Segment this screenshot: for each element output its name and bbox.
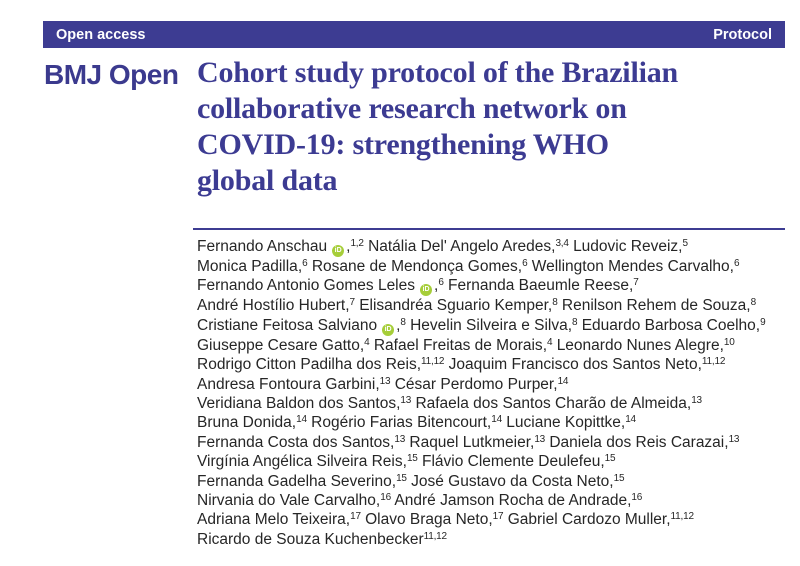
author-name: Gabriel Cardozo Muller xyxy=(507,511,667,529)
article-title-line: global data xyxy=(197,164,338,197)
author-affiliation-superscript: 15 xyxy=(604,453,616,465)
author-name: Fernanda Gadelha Severino xyxy=(197,472,392,490)
author-name: Nirvania do Vale Carvalho xyxy=(197,492,376,510)
author-affiliation-superscript: 11,12 xyxy=(421,356,445,368)
author-line: Adriana Melo Teixeira,$^{17}$ Olavo Braga Neto,$^{17}$ Gabriel Cardozo Muller,$^{11,12}$ xyxy=(197,511,694,529)
author-line: Fernando Anschau iD ,$^{1,2}$ Natália Del' Angelo Aredes,$^{3,4}$ Ludovic Reveiz,$^5$ xyxy=(197,238,688,255)
author-name: Virgínia Angélica Silveira Reis xyxy=(197,453,403,471)
author-affiliation-superscript: 14 xyxy=(491,414,502,426)
author-affiliation-superscript: 16 xyxy=(380,492,391,504)
author-affiliation-superscript: 16 xyxy=(631,492,643,504)
author-affiliation-superscript: 13 xyxy=(691,395,702,407)
orcid-icon[interactable]: iD xyxy=(382,324,394,336)
author-name: Fernanda Baeumle Reese xyxy=(448,277,629,295)
author-line: Bruna Donida,$^{14}$ Rogério Farias Bitencourt,$^{14}$ Luciane Kopittke,$^{14}$ xyxy=(197,414,636,432)
author-affiliation-superscript: 5 xyxy=(682,238,688,249)
protocol-label: Protocol xyxy=(713,26,772,43)
author-name: Rosane de Mendonça Gomes xyxy=(311,258,518,275)
author-name: Raquel Lutkmeier xyxy=(409,433,530,451)
author-name: Wellington Mendes Carvalho xyxy=(531,258,730,275)
author-line: Monica Padilla,$^6$ Rosane de Mendonça Gomes,$^6$ Wellington Mendes Carvalho,$^6$ xyxy=(197,258,740,275)
author-name: Adriana Melo Teixeira xyxy=(197,511,346,529)
author-line: Nirvania do Vale Carvalho,$^{16}$ André Jamson Rocha de Andrade,$^{16}$ xyxy=(197,492,643,510)
author-affiliation-superscript: 14 xyxy=(625,414,636,426)
author-affiliation-superscript: 13 xyxy=(728,433,740,445)
author-affiliation-superscript: 13 xyxy=(394,433,406,445)
author-name: César Perdomo Purper xyxy=(394,375,554,393)
author-name: Eduardo Barbosa Coelho xyxy=(581,316,756,334)
author-affiliation-superscript: 15 xyxy=(396,472,407,484)
author-affiliation-superscript: 1,2 xyxy=(350,238,364,249)
author-affiliation-superscript: 7 xyxy=(349,297,355,309)
author-name: Cristiane Feitosa Salviano xyxy=(197,316,378,334)
author-name: Veridiana Baldon dos Santos xyxy=(197,395,397,413)
author-affiliation-superscript: 15 xyxy=(406,453,418,465)
author-affiliation-superscript: 8 xyxy=(552,297,558,309)
author-affiliation-superscript: 6 xyxy=(733,258,740,269)
author-line: Veridiana Baldon dos Santos,$^{13}$ Rafaela dos Santos Charão de Almeida,$^{13}$ xyxy=(197,395,702,413)
author-affiliation-superscript: 4 xyxy=(364,336,370,348)
author-line: André Hostílio Hubert,$^7$ Elisandréa Sguario Kemper,$^8$ Renilson Rehem de Souza,$^8$ xyxy=(197,297,756,315)
author-name: Fernanda Costa dos Santos xyxy=(197,433,391,451)
author-line xyxy=(197,530,785,549)
author-name: Elisandréa Sguario Kemper xyxy=(359,297,548,315)
author-section-divider xyxy=(193,228,785,230)
author-affiliation-superscript: 7 xyxy=(633,277,639,289)
author-name: Leonardo Nunes Alegre xyxy=(556,336,720,354)
author-affiliation-superscript: 10 xyxy=(723,336,735,348)
author-affiliation-superscript: 6 xyxy=(302,258,308,269)
article-title-line: Cohort study protocol of the Brazilian xyxy=(197,56,678,89)
author-name: Joaquim Francisco dos Santos Neto xyxy=(448,356,698,374)
author-name: Hevelin Silveira e Silva xyxy=(410,316,568,334)
author-name: Fernando Antonio Gomes Leles xyxy=(197,277,415,295)
author-line: Cristiane Feitosa Salviano iD ,$^8$ Hevelin Silveira e Silva,$^8$ Eduardo Barbosa Coelho,$^9$ xyxy=(197,316,766,334)
author-affiliation-superscript: 9 xyxy=(760,316,766,328)
open-access-label: Open access xyxy=(56,26,146,43)
author-name: José Gustavo da Costa Neto xyxy=(411,472,610,490)
author-affiliation-superscript: 15 xyxy=(613,472,625,484)
author-affiliation-superscript: 11,12 xyxy=(423,530,447,542)
author-affiliation-superscript: 17 xyxy=(492,511,504,523)
author-line: Andresa Fontoura Garbini,$^{13}$ César Perdomo Purper,$^{14}$ xyxy=(197,375,569,393)
article-title-line: COVID-19: strengthening WHO xyxy=(197,128,609,161)
author-affiliation-superscript: 11,12 xyxy=(701,356,726,368)
author-name: Andresa Fontoura Garbini xyxy=(197,375,376,393)
author-affiliation-superscript: 14 xyxy=(296,414,307,426)
author-line: Fernanda Costa dos Santos,$^{13}$ Raquel Lutkmeier,$^{13}$ Daniela dos Reis Carazai,$^{13}$ xyxy=(197,433,740,451)
author-affiliation-superscript: 13 xyxy=(379,375,391,387)
orcid-icon[interactable]: iD xyxy=(420,284,432,296)
author-affiliation-superscript: 6 xyxy=(522,258,528,269)
author-name: Ludovic Reveiz xyxy=(573,238,679,255)
author-name: Daniela dos Reis Carazai xyxy=(549,433,725,451)
author-name: André Jamson Rocha de Andrade xyxy=(394,492,628,510)
author-affiliation-superscript: 3,4 xyxy=(555,238,569,249)
author-line: Rodrigo Citton Padilha dos Reis,$^{11,12}$ Joaquim Francisco dos Santos Neto,$^{11,12}$ xyxy=(197,356,726,374)
article-title-line: collaborative research network on xyxy=(197,92,627,125)
author-name: Luciane Kopittke xyxy=(506,414,621,432)
author-affiliation-superscript: 4 xyxy=(547,336,553,348)
author-list xyxy=(197,237,785,549)
author-name: Bruna Donida xyxy=(197,414,292,432)
author-affiliation-superscript: 11,12 xyxy=(670,511,694,523)
author-name: Ricardo de Souza Kuchenbecker xyxy=(197,530,424,548)
author-affiliation-superscript: 13 xyxy=(400,395,412,407)
author-name: Giuseppe Cesare Gatto xyxy=(197,336,360,354)
author-name: Monica Padilla xyxy=(197,258,298,275)
author-affiliation-superscript: 13 xyxy=(534,433,546,445)
author-name: Flávio Clemente Deulefeu xyxy=(421,453,601,471)
author-affiliation-superscript: 6 xyxy=(438,277,444,289)
author-name: Rafaela dos Santos Charão de Almeida xyxy=(415,395,687,413)
author-name: Fernando Anschau xyxy=(197,238,328,255)
author-affiliation-superscript: 14 xyxy=(557,375,569,387)
orcid-icon[interactable]: iD xyxy=(332,245,344,257)
article-title xyxy=(197,55,777,199)
author-name: André Hostílio Hubert xyxy=(197,297,346,315)
author-line: Virgínia Angélica Silveira Reis,$^{15}$ Flávio Clemente Deulefeu,$^{15}$ xyxy=(197,453,616,471)
author-name: Olavo Braga Neto xyxy=(365,511,489,529)
banner-bar xyxy=(43,21,785,48)
bmj-open-logo: BMJ Open xyxy=(44,59,179,90)
author-name: Rodrigo Citton Padilha dos Reis xyxy=(197,356,417,374)
author-affiliation-superscript: 8 xyxy=(400,316,406,328)
author-name: Renilson Rehem de Souza xyxy=(561,297,747,315)
author-name: Rafael Freitas de Morais xyxy=(373,336,543,354)
author-name: Rogério Farias Bitencourt xyxy=(311,414,487,432)
author-line: Giuseppe Cesare Gatto,$^4$ Rafael Freitas de Morais,$^4$ Leonardo Nunes Alegre,$^{10}$ xyxy=(197,336,735,354)
author-name: Natália Del' Angelo Aredes xyxy=(368,238,552,255)
author-line: Fernando Antonio Gomes Leles iD ,$^6$ Fernanda Baeumle Reese,$^7$ xyxy=(197,277,639,295)
author-affiliation-superscript: 17 xyxy=(350,511,361,523)
author-line: Fernanda Gadelha Severino,$^{15}$ José Gustavo da Costa Neto,$^{15}$ xyxy=(197,472,625,490)
author-affiliation-superscript: 8 xyxy=(572,316,578,328)
author-affiliation-superscript: 8 xyxy=(750,297,756,309)
